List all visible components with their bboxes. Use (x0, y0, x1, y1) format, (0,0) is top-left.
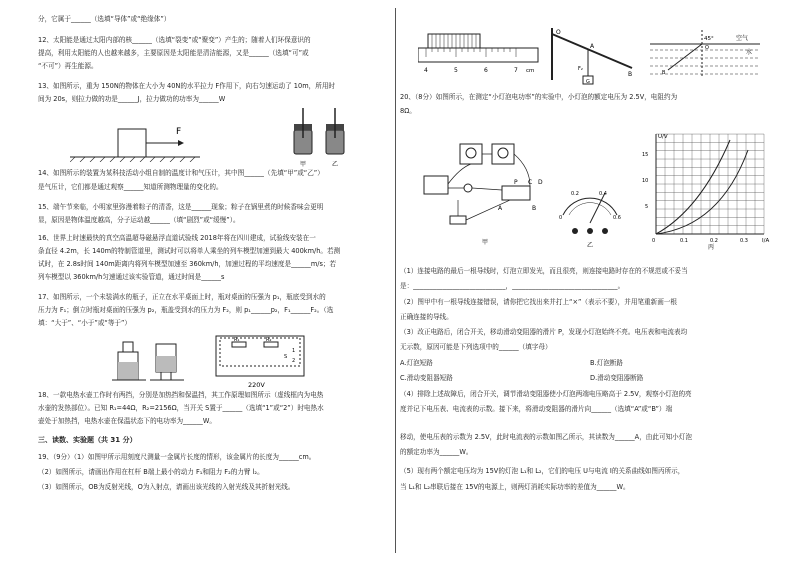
circuit-d: D (538, 179, 543, 186)
graph-x-01: 0.1 (680, 238, 688, 244)
text-line: （5）现有两个额定电压均为 15V的灯泡 L₁和 L₂，它们的电压 U与电流 I的关系曲线如图丙所示， (400, 467, 685, 475)
jar-label-b: 乙 (332, 161, 339, 168)
text-line: 试时，在 2.8s时间 140m距离内将列车模型加速至 360km/h，加速过程的平均速度是______m/s；若 (38, 260, 337, 268)
switch-label: S (284, 354, 288, 360)
graph-x-axis: I/A (762, 238, 770, 244)
graph-y-10: 10 (642, 178, 649, 184)
column-divider (395, 8, 396, 553)
circuit-p: P (514, 179, 518, 186)
text-line: （2）如图所示，请画出作用在杠杆 B端上最小的动力 F₁和阻力 F₂的力臂 l₂。 (38, 468, 264, 476)
text-line: 三、读数、实验题（共 31 分） (38, 436, 137, 444)
ruler-unit: cm (526, 68, 535, 74)
circuit-caption: 甲 (482, 239, 489, 246)
graph-x-03: 0.3 (740, 238, 748, 244)
switch-pos-1: 1 (292, 348, 296, 354)
kettle-circuit-figure (212, 332, 312, 390)
uv-graph-figure (640, 130, 775, 250)
text-line: D.滑动变阻器断路 (590, 374, 644, 382)
text-line: C.滑动变阻器短路 (400, 374, 453, 382)
ruler-figure (418, 28, 548, 78)
text-line: （4）排除上述故障后，闭合开关，调节滑动变阻器使小灯泡两端电压略高于 2.5V，观察小灯泡的亮 (400, 390, 692, 398)
text-line: （1）连接电路的最后一根导线时，灯泡立即发光，而且很亮，则连接电路时存在的不规范或不妥当 (400, 267, 688, 275)
refraction-o: O (705, 45, 709, 51)
text-line: A.灯泡短路 (400, 359, 433, 367)
text-line: （3）改正电路后，闭合开关，移动滑动变阻器的滑片 P，发现小灯泡始终不亮。电压表和电流表均 (400, 328, 688, 336)
lamp-circuit-figure (420, 138, 550, 248)
ruler-tick-7: 7 (514, 67, 518, 74)
text-line: 的额定功率为______W。 (400, 448, 473, 456)
graph-y-15: 15 (642, 152, 649, 158)
text-line: 当 L₁和 L₂串联后接在 15V的电源上，则两灯消耗实际功率的差值为______W。 (400, 483, 630, 491)
text-line: 16、世界上时速最快的真空高温超导磁悬浮直道试验线 2018年将在四川建成，试验线安装在一 (38, 234, 316, 242)
block-force-figure (70, 112, 210, 162)
text-line: 15、端午节来临，小明家里弥漫着粽子的清香，这是______现象；粽子在锅里煮的时候香味会更明 (38, 203, 324, 211)
text-line: 无示数，原因可能是下列选项中的______（填字母） (400, 343, 552, 351)
circuit-b: B (532, 205, 537, 212)
ruler-tick-6: 6 (484, 67, 488, 74)
lever-label-g: G (586, 79, 590, 85)
text-line: B.灯泡断路 (590, 359, 623, 367)
text-line: 显，原因是物体温度越高，分子运动越______（填“剧烈”或“缓慢”）。 (38, 216, 240, 224)
ammeter-tick-06: 0.6 (613, 215, 621, 221)
graph-x-0: 0 (652, 238, 656, 244)
lever-label-b: B (628, 71, 633, 78)
refraction-b: B (662, 70, 666, 76)
ruler-tick-5: 5 (454, 67, 458, 74)
text-line: （2）图甲中有一根导线连接错误，请你把它找出来并打上“×”（表示不要），并用笔重新画一根 (400, 298, 678, 306)
ammeter-tick-02: 0.2 (571, 191, 579, 197)
text-line: “不可”）再生能源。 (38, 62, 98, 70)
lever-label-f2: F₂ (578, 66, 583, 72)
refraction-water: 水 (746, 49, 753, 56)
ammeter-figure (555, 175, 625, 250)
text-line: 正确连接的导线。 (400, 313, 453, 321)
graph-x-02: 0.2 (710, 238, 718, 244)
text-line: 18、一款电热水壶工作时有两挡，分别是加热挡和保温挡，其工作原理如图所示（虚线框内为电热 (38, 391, 324, 399)
text-line: 壶处于加热挡，电热水壶在保温状态下的电功率为______W。 (38, 417, 216, 425)
ammeter-tick-04: 0.4 (599, 191, 607, 197)
ruler-tick-4: 4 (424, 67, 428, 74)
text-line: 是：____________________________，________________________________。 (400, 282, 625, 290)
lever-figure (548, 26, 638, 86)
text-line: 分，它属于______（选填“导体”或“绝缘体”） (38, 15, 171, 23)
refraction-figure (650, 30, 765, 80)
refraction-air: 空气 (736, 35, 749, 42)
voltage-label: 220V (248, 381, 265, 389)
graph-caption: 丙 (708, 244, 715, 250)
r2-label: R₂ (266, 337, 272, 343)
ammeter-tick-0: 0 (559, 215, 563, 221)
jars-figure (288, 108, 358, 168)
lever-label-a: A (590, 43, 595, 50)
jar-label-a: 甲 (300, 161, 307, 168)
text-line: 17、如图所示，一个未装满水的瓶子，正立在水平桌面上时，瓶对桌面的压强为 p₁，瓶底受到水的 (38, 293, 326, 301)
text-line: 移动，使电压表的示数为 2.5V，此时电流表的示数如图乙所示，其读数为______A，由此可知小灯泡 (400, 433, 692, 441)
circuit-c: C (528, 179, 533, 186)
lever-label-o: O (556, 29, 561, 36)
switch-pos-2: 2 (292, 358, 296, 364)
ammeter-caption: 乙 (587, 242, 594, 249)
text-line: 填：“大于”、“小于”或“等于”） (38, 319, 132, 327)
text-line: 20、（8分）如图所示，在测定“小灯泡电功率”的实验中，小灯泡的额定电压为 2.5V，电阻约为 (400, 93, 678, 101)
text-line: 提高，利用太阳能的人也越来越多，主要原因是太阳能是清洁能源，又是______（选填“可”或 (38, 49, 309, 57)
text-line: 14、如图所示的装置为某科技活动小组自制的温度计和气压计，其中图______（先填“甲”或“乙”） (38, 169, 324, 177)
text-line: 是气压计，它们都是通过观察______知道所测物理量的变化的。 (38, 183, 223, 191)
text-line: 水壶的发热部位）。已知 R₁=44Ω，R₂=2156Ω，当开关 S置于______（选填“1”或“2”）时电热水 (38, 404, 324, 412)
circuit-a: A (498, 205, 503, 212)
bottles-figure (112, 338, 192, 386)
text-line: 19、（9分）（1）如图甲所示用刻度尺测量一金属片长度的情形，该金属片的长度为______cm。 (38, 453, 316, 461)
text-line: 8Ω。 (400, 107, 416, 115)
text-line: 间为 20s，则拉力做的功是______J，拉力做功的功率为______W (38, 95, 226, 103)
graph-y-5: 5 (645, 204, 649, 210)
text-line: 12、太阳能是通过太阳内部的核______（选填“裂变”或“聚变”）产生的；随着人们环保意识的 (38, 36, 311, 44)
r1-label: R₁ (234, 337, 240, 343)
text-line: 13、如图所示，重为 150N的物体在大小为 40N的水平拉力 F作用下，向右匀速运动了 10m，所用时 (38, 82, 336, 90)
text-line: 压力为 F₁；倒立时瓶对桌面的压强为 p₂，瓶盖受到水的压力为 F₂，则 p₁______p₂，F₁______F₂。（选 (38, 306, 334, 314)
text-line: 度并记下电压表、电流表的示数。接下来，将滑动变阻器的滑片向______（选填“A”或“B”）端 (400, 405, 673, 413)
text-line: 条直径 4.2m，长 140m的特制管道里，测试时可以将单人乘坐的列车模型加速到最大 400km/h。若测 (38, 247, 341, 255)
text-line: 列车模型以 360km/h匀速通过该实验管道，通过时间是______s (38, 273, 225, 281)
graph-y-axis: U/V (658, 134, 668, 140)
refraction-angle: 45° (704, 36, 714, 42)
force-label: F (176, 127, 182, 137)
text-line: （3）如图所示，OB为反射光线，O为入射点，请画出该光线的入射光线及其折射光线。 (38, 483, 295, 491)
